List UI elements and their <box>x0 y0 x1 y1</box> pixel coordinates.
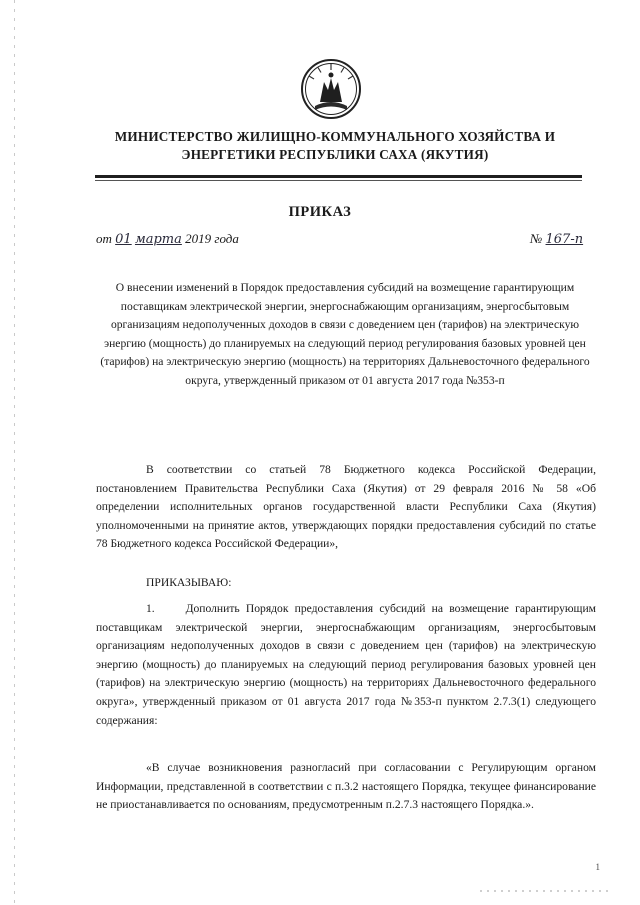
order-word: ПРИКАЗЫВАЮ: <box>146 576 232 589</box>
scan-edge-artifact <box>14 0 15 905</box>
header-divider-thin <box>95 180 582 181</box>
ministry-name-line-2: ЭНЕРГЕТИКИ РЕСПУБЛИКИ САХА (ЯКУТИЯ) <box>181 147 489 162</box>
order-subject: О внесении изменений в Порядок предоставления субсидий на возмещение гарантирующим поставщикам электрической энергии, энергоснабжающим организациям, энергосбытовым организациям недополученных доходов в связи с доведением цен (тарифов) на электрическую энергию (мощность) до планируемых на следующий период регулирования базовых уровней цен (тарифов) на электрическую энергию (мощность) на территориях Дальневосточного федерального округа, утвержденный приказом от 01 августа 2017 года №353-п <box>100 281 590 387</box>
preamble-paragraph: В соответствии со статьей 78 Бюджетного кодекса Российской Федерации, постановлением Правительства Республики Саха (Якутия) от 29 февраля 2016 № 58 «Об определении исполнительных органов государственной власти Республики Саха (Якутия) уполномоченными на принятие актов, утверждающих порядки предоставления субсидий по статье 78 Бюджетного кодекса Российской Федерации», <box>96 463 596 551</box>
number-prefix: № <box>530 231 543 246</box>
order-date <box>96 231 239 247</box>
date-day: 01 <box>115 232 132 247</box>
coat-of-arms-yakutia-icon <box>300 58 362 120</box>
ministry-name-line-1: МИНИСТЕРСТВО ЖИЛИЩНО-КОММУНАЛЬНОГО ХОЗЯЙСТВА И <box>114 129 556 144</box>
page-number: 1 <box>595 862 600 872</box>
quoted-amendment: «В случае возникновения разногласий при согласовании с Регулирующим органом Информации, представленной в соответствии с п.3.2 настоящего Порядка, текущее финансирование не приостанавливается по основаниям, предусмотренным п.2.7.3 настоящего Порядка.». <box>96 761 596 812</box>
item-1-paragraph: 1. Дополнить Порядок предоставления субсидий на возмещение гарантирующим поставщикам электрической энергии, энергоснабжающим организациям, энергосбытовым организациям недополученных доходов в связи с доведением цен (тарифов) на электрическую энергию (мощность) до планируемых на следующий период регулирования базовых уровней цен (тарифов) на электрическую энергию (мощность) на территориях Дальневосточного федерального округа», утвержденный приказом от 01 августа 2017 года №353-п пунктом 2.7.3(1) следующего содержания: <box>96 602 596 727</box>
scan-noise-artifact <box>480 890 610 892</box>
order-number <box>530 231 583 247</box>
number-value: 167-п <box>545 232 584 247</box>
header-divider-thick <box>95 175 582 178</box>
date-month: марта <box>134 232 182 247</box>
date-year: 2019 года <box>185 231 239 246</box>
order-title: ПРИКАЗ <box>288 204 352 220</box>
date-prefix: от <box>96 231 112 246</box>
